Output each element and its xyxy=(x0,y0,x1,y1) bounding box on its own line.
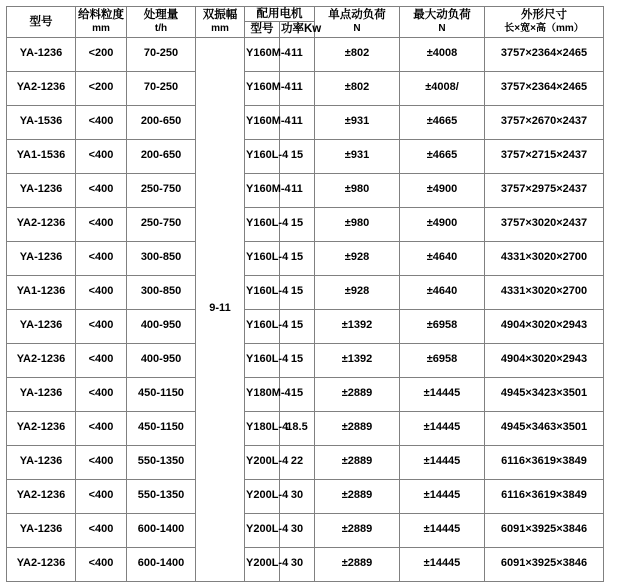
cell-motor-model: Y180L-4 xyxy=(245,411,280,445)
cell-feed-size: <400 xyxy=(76,547,127,581)
header-dimensions-sub: 长×宽×高（mm） xyxy=(504,22,584,34)
header-capacity xyxy=(127,7,196,38)
cell-motor-power: 15 xyxy=(280,139,315,173)
cell-point-load: ±2889 xyxy=(315,479,400,513)
header-feed-size-label: 给料粒度 xyxy=(78,9,124,22)
cell-model: YA-1236 xyxy=(7,309,76,343)
cell-motor-power: 15 xyxy=(280,241,315,275)
cell-point-load: ±1392 xyxy=(315,343,400,377)
cell-dimensions: 3757×2715×2437 xyxy=(485,139,604,173)
cell-feed-size: <400 xyxy=(76,479,127,513)
cell-point-load: ±2889 xyxy=(315,547,400,581)
cell-dimensions: 6116×3619×3849 xyxy=(485,479,604,513)
cell-capacity: 300-850 xyxy=(127,275,196,309)
cell-feed-size: <400 xyxy=(76,377,127,411)
header-motor-power: 功率Kw xyxy=(281,23,322,36)
cell-capacity: 450-1150 xyxy=(127,411,196,445)
cell-max-load: ±14445 xyxy=(400,411,485,445)
cell-capacity: 600-1400 xyxy=(127,547,196,581)
table-header xyxy=(7,7,604,38)
cell-dimensions: 3757×2975×2437 xyxy=(485,173,604,207)
cell-capacity: 450-1150 xyxy=(127,377,196,411)
cell-motor-power: 30 xyxy=(280,513,315,547)
cell-dimensions: 4904×3020×2943 xyxy=(485,309,604,343)
header-dimensions xyxy=(485,7,604,38)
table-row xyxy=(7,207,604,241)
cell-feed-size: <400 xyxy=(76,139,127,173)
header-motor-model: 型号 xyxy=(245,22,280,37)
cell-motor-model: Y200L-4 xyxy=(245,479,280,513)
header-capacity-label: 处理量 xyxy=(143,9,179,22)
cell-motor-model: Y160M-4 xyxy=(245,173,280,207)
cell-dimensions: 4945×3423×3501 xyxy=(485,377,604,411)
cell-dimensions: 4945×3463×3501 xyxy=(485,411,604,445)
cell-feed-size: <400 xyxy=(76,411,127,445)
cell-capacity: 250-750 xyxy=(127,207,196,241)
table-body xyxy=(7,37,604,581)
cell-max-load: ±4640 xyxy=(400,275,485,309)
cell-capacity: 70-250 xyxy=(127,71,196,105)
header-point-load-unit: N xyxy=(353,22,361,34)
cell-feed-size: <200 xyxy=(76,37,127,71)
cell-dimensions: 3757×2670×2437 xyxy=(485,105,604,139)
cell-dimensions: 4331×3020×2700 xyxy=(485,275,604,309)
header-feed-size xyxy=(76,7,127,38)
cell-max-load: ±4665 xyxy=(400,105,485,139)
cell-amplitude: 9-11 xyxy=(196,37,245,581)
table-row xyxy=(7,275,604,309)
header-dimensions-label: 外形尺寸 xyxy=(521,9,567,22)
table-row xyxy=(7,105,604,139)
cell-dimensions: 4331×3020×2700 xyxy=(485,241,604,275)
cell-model: YA-1236 xyxy=(7,377,76,411)
header-amplitude-label: 双振幅 xyxy=(202,9,238,22)
cell-point-load: ±931 xyxy=(315,139,400,173)
cell-capacity: 400-950 xyxy=(127,343,196,377)
cell-motor-model: Y160L-4 xyxy=(245,309,280,343)
cell-capacity: 600-1400 xyxy=(127,513,196,547)
table-row xyxy=(7,139,604,173)
cell-point-load: ±2889 xyxy=(315,377,400,411)
cell-point-load: ±980 xyxy=(315,173,400,207)
cell-max-load: ±4640 xyxy=(400,241,485,275)
cell-motor-power: 18.5 xyxy=(280,411,315,445)
cell-motor-power: 30 xyxy=(280,479,315,513)
cell-model: YA2-1236 xyxy=(7,71,76,105)
cell-feed-size: <400 xyxy=(76,207,127,241)
cell-motor-power: 15 xyxy=(280,309,315,343)
cell-motor-model: Y200L-4 xyxy=(245,547,280,581)
cell-motor-power: 15 xyxy=(280,275,315,309)
cell-dimensions: 3757×2364×2465 xyxy=(485,37,604,71)
cell-motor-power: 15 xyxy=(280,207,315,241)
cell-dimensions: 3757×2364×2465 xyxy=(485,71,604,105)
cell-feed-size: <400 xyxy=(76,275,127,309)
cell-model: YA-1236 xyxy=(7,37,76,71)
cell-motor-power: 11 xyxy=(280,105,315,139)
cell-point-load: ±980 xyxy=(315,207,400,241)
header-max-load xyxy=(400,7,485,38)
cell-model: YA2-1236 xyxy=(7,547,76,581)
cell-point-load: ±2889 xyxy=(315,445,400,479)
cell-motor-model: Y160M-4 xyxy=(245,71,280,105)
cell-capacity: 300-850 xyxy=(127,241,196,275)
cell-max-load: ±14445 xyxy=(400,513,485,547)
cell-max-load: ±6958 xyxy=(400,309,485,343)
cell-feed-size: <400 xyxy=(76,445,127,479)
cell-motor-model: Y160L-4 xyxy=(245,207,280,241)
cell-point-load: ±2889 xyxy=(315,513,400,547)
cell-feed-size: <400 xyxy=(76,105,127,139)
cell-motor-model: Y160L-4 xyxy=(245,275,280,309)
cell-feed-size: <400 xyxy=(76,241,127,275)
cell-max-load: ±4008/ xyxy=(400,71,485,105)
cell-motor-power: 15 xyxy=(280,377,315,411)
cell-dimensions: 6091×3925×3846 xyxy=(485,547,604,581)
cell-capacity: 200-650 xyxy=(127,139,196,173)
cell-motor-model: Y160L-4 xyxy=(245,343,280,377)
cell-max-load: ±6958 xyxy=(400,343,485,377)
cell-model: YA-1236 xyxy=(7,513,76,547)
cell-capacity: 70-250 xyxy=(127,37,196,71)
cell-motor-model: Y160L-4 xyxy=(245,241,280,275)
table-row xyxy=(7,309,604,343)
cell-capacity: 550-1350 xyxy=(127,445,196,479)
cell-motor-power: 11 xyxy=(280,37,315,71)
cell-model: YA2-1236 xyxy=(7,411,76,445)
cell-model: YA-1236 xyxy=(7,445,76,479)
specification-table xyxy=(6,6,604,582)
cell-motor-model: Y200L-4 xyxy=(245,445,280,479)
cell-model: YA-1236 xyxy=(7,241,76,275)
cell-model: YA1-1536 xyxy=(7,139,76,173)
cell-motor-model: Y200L-4 xyxy=(245,513,280,547)
table-row xyxy=(7,513,604,547)
table-row xyxy=(7,241,604,275)
header-feed-size-unit: mm xyxy=(92,22,110,34)
cell-point-load: ±1392 xyxy=(315,309,400,343)
cell-motor-model: Y160M-4 xyxy=(245,37,280,71)
cell-max-load: ±14445 xyxy=(400,377,485,411)
cell-max-load: ±4900 xyxy=(400,173,485,207)
cell-point-load: ±928 xyxy=(315,275,400,309)
cell-model: YA-1236 xyxy=(7,173,76,207)
table-row xyxy=(7,479,604,513)
cell-dimensions: 6091×3925×3846 xyxy=(485,513,604,547)
cell-dimensions: 4904×3020×2943 xyxy=(485,343,604,377)
cell-model: YA2-1236 xyxy=(7,343,76,377)
cell-max-load: ±4900 xyxy=(400,207,485,241)
cell-point-load: ±931 xyxy=(315,105,400,139)
header-point-load xyxy=(315,7,400,38)
cell-feed-size: <200 xyxy=(76,71,127,105)
cell-model: YA-1536 xyxy=(7,105,76,139)
cell-dimensions: 3757×3020×2437 xyxy=(485,207,604,241)
cell-max-load: ±4008 xyxy=(400,37,485,71)
table-row xyxy=(7,377,604,411)
header-capacity-unit: t/h xyxy=(154,22,168,34)
table-row xyxy=(7,411,604,445)
table-row xyxy=(7,343,604,377)
cell-model: YA1-1236 xyxy=(7,275,76,309)
cell-motor-power: 15 xyxy=(280,343,315,377)
cell-max-load: ±14445 xyxy=(400,479,485,513)
cell-capacity: 250-750 xyxy=(127,173,196,207)
header-model: 型号 xyxy=(7,7,76,38)
cell-point-load: ±802 xyxy=(315,37,400,71)
cell-point-load: ±2889 xyxy=(315,411,400,445)
cell-max-load: ±14445 xyxy=(400,547,485,581)
cell-model: YA2-1236 xyxy=(7,479,76,513)
header-point-load-label: 单点动负荷 xyxy=(328,9,386,22)
cell-dimensions: 6116×3619×3849 xyxy=(485,445,604,479)
header-amplitude-unit: mm xyxy=(211,22,229,34)
cell-motor-power: 11 xyxy=(280,173,315,207)
cell-motor-power: 22 xyxy=(280,445,315,479)
cell-model: YA2-1236 xyxy=(7,207,76,241)
cell-max-load: ±4665 xyxy=(400,139,485,173)
table-row xyxy=(7,173,604,207)
cell-feed-size: <400 xyxy=(76,309,127,343)
cell-motor-model: Y160M-4 xyxy=(245,105,280,139)
cell-max-load: ±14445 xyxy=(400,445,485,479)
cell-point-load: ±802 xyxy=(315,71,400,105)
table-row xyxy=(7,547,604,581)
cell-motor-model: Y160L-4 xyxy=(245,139,280,173)
cell-feed-size: <400 xyxy=(76,343,127,377)
table-row xyxy=(7,37,604,71)
table-row xyxy=(7,445,604,479)
table-row xyxy=(7,71,604,105)
cell-capacity: 550-1350 xyxy=(127,479,196,513)
cell-feed-size: <400 xyxy=(76,513,127,547)
header-row-top xyxy=(7,7,604,22)
cell-capacity: 200-650 xyxy=(127,105,196,139)
cell-feed-size: <400 xyxy=(76,173,127,207)
header-motor-group: 配用电机 xyxy=(245,7,315,22)
cell-motor-model: Y180M-4 xyxy=(245,377,280,411)
header-max-load-label: 最大动负荷 xyxy=(413,9,471,22)
header-amplitude xyxy=(196,7,245,38)
cell-motor-power: 11 xyxy=(280,71,315,105)
cell-point-load: ±928 xyxy=(315,241,400,275)
cell-capacity: 400-950 xyxy=(127,309,196,343)
header-max-load-unit: N xyxy=(438,22,446,34)
cell-motor-power: 30 xyxy=(280,547,315,581)
